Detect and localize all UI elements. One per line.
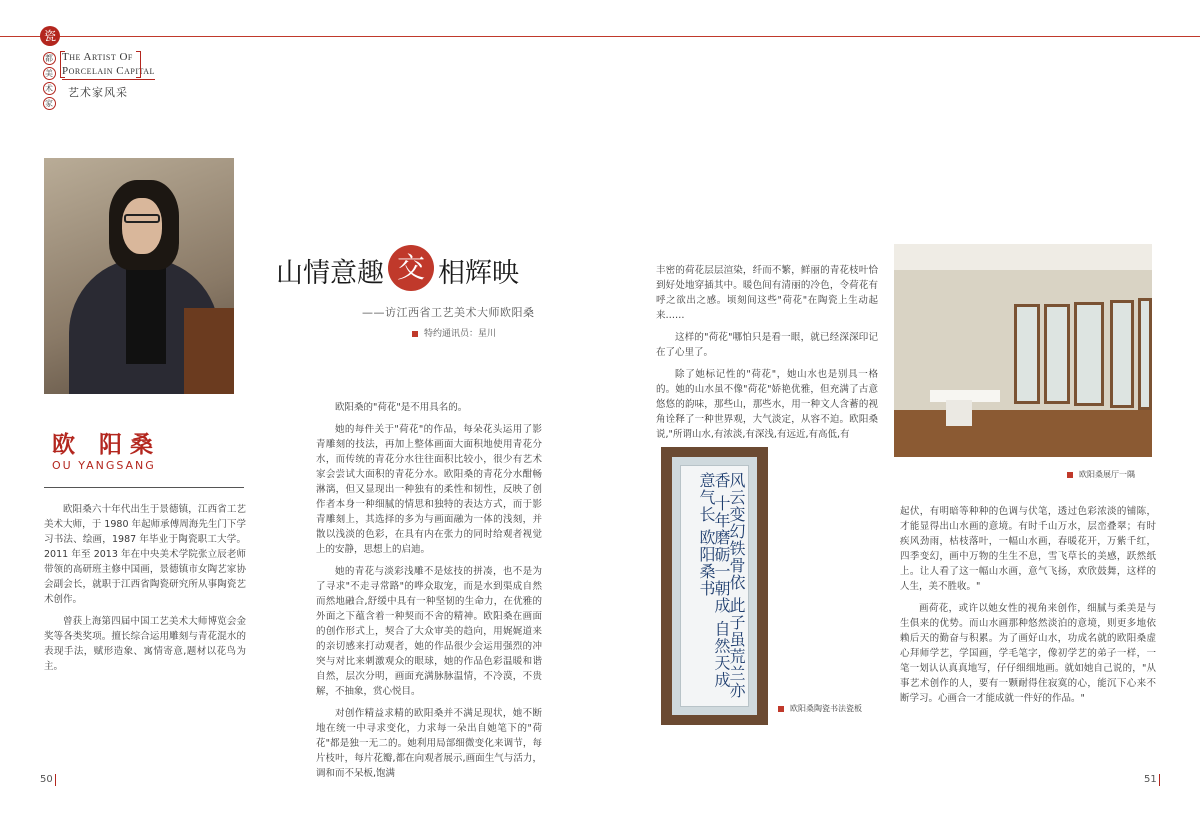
vertical-char: 美: [38, 67, 60, 81]
article-title: [276, 251, 519, 291]
article-paragraph: 这样的"荷花"哪怕只是看一眼，就已经深深印记在了心里了。: [656, 332, 878, 358]
vertical-char: 都: [38, 52, 60, 66]
scroll-caption: 欧阳桑陶瓷书法瓷板: [778, 703, 862, 714]
header-rule: [0, 36, 1200, 37]
calligraphy-text: 风云变幻铁骨依 此子虽荒兰亦香 十年磨砺一朝成 自然天成意气长 欧阳桑书: [680, 465, 749, 707]
artist-bio: [44, 502, 246, 681]
article-paragraph: 画荷花，或许以她女性的视角来创作，细腻与柔美是与生俱来的优势。而山水画那种悠然淡泊的意境，则更多地依赖后天的勤奋与积累。为了画好山水，功成名就的欧阳桑虚心拜师学艺，学国画，学毛笔字，像初学艺的弟子一样，一笔一划认认真真地写，仔仔细细地画。就如她自己说的，"从事艺术创作的人，要有一颗耐得住寂寞的心，能沉下心来不断学习。心画合一才能成就一件好的作品。": [900, 603, 1156, 704]
bullet-square-icon: [778, 706, 784, 712]
bio-paragraph: 曾获上海第四届中国工艺美术大师博览会金奖等各类奖项。擅长综合运用雕刻与青花混水的表现手法，赋形造象、寓情寄意,题材以花鸟为主。: [44, 616, 246, 672]
title-bracket-right: [136, 51, 141, 78]
vertical-char: 家: [38, 97, 60, 111]
calligraphy-scroll-image: [661, 447, 768, 725]
name-divider: [44, 487, 244, 488]
bullet-square-icon: [1067, 472, 1073, 478]
title-right: 相辉映: [438, 258, 519, 289]
artist-name-en: OU YANGSANG: [52, 459, 156, 472]
article-paragraph: 对创作精益求精的欧阳桑并不满足现状，她不断地在统一中寻求变化，力求每一朵出自她笔下的"荷花"都是独一无二的。她利用局部细微变化来调节，每片枝叶，每片花瓣,都在向观者展示,画面生气与活力，调和而不呆板,饱满: [316, 708, 542, 779]
gallery-caption: 欧阳桑展厅一隅: [1067, 469, 1135, 480]
article-paragraph: 丰密的荷花层层渲染，纤而不繁，鲜丽的青花枝叶恰到好处地穿插其中。暖色间有清丽的冷色，令荷花有呼之欲出之感。顷刻间这些"荷花"在陶瓷上生动起来……: [656, 265, 878, 321]
eng-title-line1: The Artist Of: [62, 51, 133, 63]
english-section-title: [62, 50, 155, 80]
article-paragraph: 起伏，有明暗等种种的色调与伏笔，透过色彩浓淡的铺陈，才能显得出山水画的意境。有时千山万水，层峦叠翠；有时疾风劲雨，枯枝落叶，一幅山水画，春暖花开，万紫千红，四季变幻，画中万物的生生不息，雪飞草长的美感，跃然纸上。让人看了这一幅山水画，意气飞扬，欢欣鼓舞，这样的人生，美不胜收。": [900, 506, 1156, 592]
gallery-photo: [894, 244, 1152, 457]
section-title: 艺术家风采: [68, 86, 128, 99]
artist-name-cn: 欧 阳桑: [52, 431, 162, 458]
page-number-bar: [55, 774, 56, 786]
bullet-square-icon: [412, 331, 418, 337]
article-column-1: [316, 400, 542, 788]
article-paragraph: 她的青花与淡彩浅雕不是炫技的拼凑，也不是为了寻求"不走寻常路"的哗众取宠，而是水到渠成自然而然地融合,舒缓中具有一种坚韧的生命力，在优雅的外面之下蕴含着一种契而不舍的精神。欧阳桑在画面的创作形式上，契合了大众审美的趋向，用娓娓道来的亲切感来打动观者，她的作品很少会运用强烈的冲突与对比来刺激观众的眼球，她的作品色彩温暖和谐自然，层次分明，画面充满脉脉温情，不冷漠，不贵解，不抽象，赏心悦目。: [316, 566, 542, 697]
article-subtitle: ——访江西省工艺美术大师欧阳桑: [362, 306, 535, 319]
artist-portrait-photo: [44, 158, 234, 394]
page-number-bar: [1159, 774, 1160, 786]
byline-text: 特约通讯员：星川: [424, 329, 497, 339]
byline: [412, 326, 496, 339]
title-seal: 交: [388, 245, 434, 291]
article-paragraph: 欧阳桑的"荷花"是不用具名的。: [335, 402, 468, 413]
page-number-right: 51: [1144, 774, 1157, 785]
article-column-2: [656, 263, 878, 449]
vertical-char: 术: [38, 82, 60, 96]
porcelain-badge: 瓷: [40, 26, 60, 46]
bio-paragraph: 欧阳桑六十年代出生于景德镇，江西省工艺美术大师，于 1980 年起师承傅周海先生门下学习书法、绘画，1987 年毕业于陶瓷职工大学。2011 年至 2013 年在中央美术学院张立辰老师带领的高研班主修中国画，景德镇市女陶艺家协会副会长，就职于江西省陶瓷研究所从事陶瓷艺术创作。: [44, 504, 246, 605]
eng-title-line2: Porcelain Capital: [62, 65, 155, 77]
title-left: 山情意趣: [276, 258, 384, 289]
page-number-left: 50: [40, 774, 53, 785]
article-column-3: [900, 504, 1156, 713]
article-paragraph: 除了她标记性的"荷花"，她山水也是别具一格的。她的山水虽不像"荷花"娇艳优雅，但充满了古意悠悠的韵味，那些山，那些水，用一种文人含蓄的视角诠释了一种世界观，大气淡定，从容不迫。欧阳桑说,"所谓山水,有浓淡,有深浅,有远近,有高低,有: [656, 369, 878, 440]
article-paragraph: 她的每件关于"荷花"的作品，每朵花头运用了影青雕刻的技法，再加上整体画面大面积地使用青花分水，而传统的青花分水往往面积比较小，很少有艺术家会尝试大面积的青花分水。欧阳桑的青花分水酣畅淋漓，但又显现出一种独有的柔性和韧性，反映了创作者本身一种细腻的情思和独特的表达方式，而于影青雕刻上，其选择的多为与画面融为一体的浅刻，并散以浅淡的色彩，在具有内在张力的同时给观者视觉上的安静，思想上的启迪。: [316, 424, 542, 555]
